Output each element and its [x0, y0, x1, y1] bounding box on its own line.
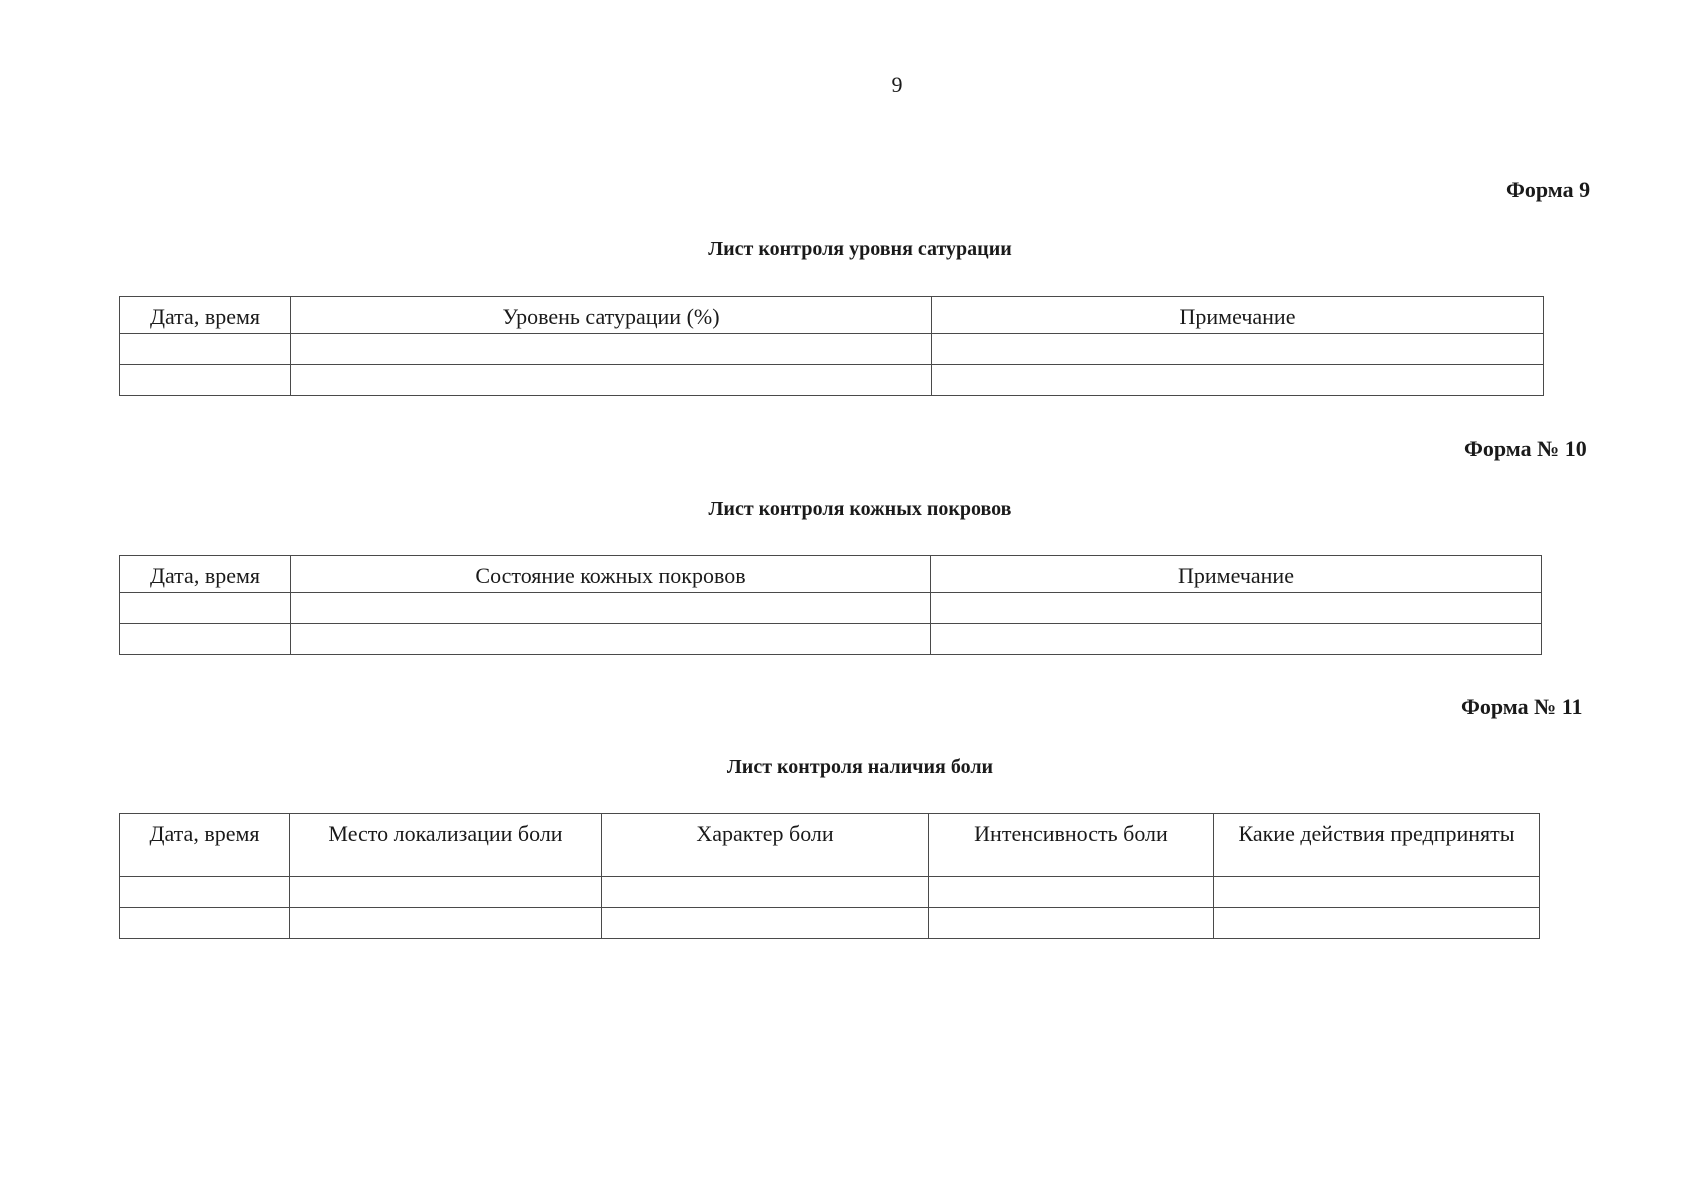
- table-row: [120, 624, 1542, 655]
- table-header-row: [120, 814, 1540, 877]
- form-10-label: Форма № 10: [1464, 436, 1587, 461]
- table-cell[interactable]: [929, 908, 1214, 939]
- table-cell[interactable]: [1214, 908, 1540, 939]
- table-cell[interactable]: [120, 624, 291, 655]
- table-row: [120, 908, 1540, 939]
- table-cell[interactable]: [602, 908, 929, 939]
- column-header: Дата, время: [120, 556, 291, 593]
- table-row: [120, 365, 1544, 396]
- column-header: Характер боли: [602, 814, 929, 877]
- table-cell[interactable]: [291, 334, 932, 365]
- page-number: 9: [891, 72, 903, 97]
- table-cell[interactable]: [120, 334, 291, 365]
- column-header: Дата, время: [120, 814, 290, 877]
- column-header: Дата, время: [120, 297, 291, 334]
- form-9-title: Лист контроля уровня сатурации: [708, 238, 1012, 260]
- table-cell[interactable]: [290, 877, 602, 908]
- table-cell[interactable]: [291, 624, 931, 655]
- table-cell[interactable]: [120, 908, 290, 939]
- table-cell[interactable]: [120, 365, 291, 396]
- column-header: Уровень сатурации (%): [291, 297, 932, 334]
- form-10-title: Лист контроля кожных покровов: [708, 498, 1012, 520]
- column-header: Место локализации боли: [290, 814, 602, 877]
- table-row: [120, 334, 1544, 365]
- column-header: Примечание: [932, 297, 1544, 334]
- form-9-label: Форма 9: [1506, 177, 1591, 202]
- table-row: [120, 593, 1542, 624]
- table-cell[interactable]: [291, 593, 931, 624]
- form-11-title: Лист контроля наличия боли: [726, 756, 994, 778]
- column-header: Примечание: [931, 556, 1542, 593]
- table-header-row: [120, 297, 1544, 334]
- table-cell[interactable]: [291, 365, 932, 396]
- saturation-table: [119, 296, 1544, 396]
- column-header: Интенсивность боли: [929, 814, 1214, 877]
- form-11-label: Форма № 11: [1461, 694, 1583, 719]
- table-cell[interactable]: [931, 624, 1542, 655]
- table-cell[interactable]: [290, 908, 602, 939]
- pain-control-table: [119, 813, 1540, 939]
- table-cell[interactable]: [931, 593, 1542, 624]
- table-header-row: [120, 556, 1542, 593]
- table-cell[interactable]: [120, 593, 291, 624]
- table-cell[interactable]: [932, 334, 1544, 365]
- table-cell[interactable]: [1214, 877, 1540, 908]
- column-header: Какие действия предприняты: [1214, 814, 1540, 877]
- table-cell[interactable]: [932, 365, 1544, 396]
- table-cell[interactable]: [120, 877, 290, 908]
- column-header: Состояние кожных покровов: [291, 556, 931, 593]
- table-cell[interactable]: [602, 877, 929, 908]
- table-cell[interactable]: [929, 877, 1214, 908]
- skin-condition-table: [119, 555, 1542, 655]
- table-row: [120, 877, 1540, 908]
